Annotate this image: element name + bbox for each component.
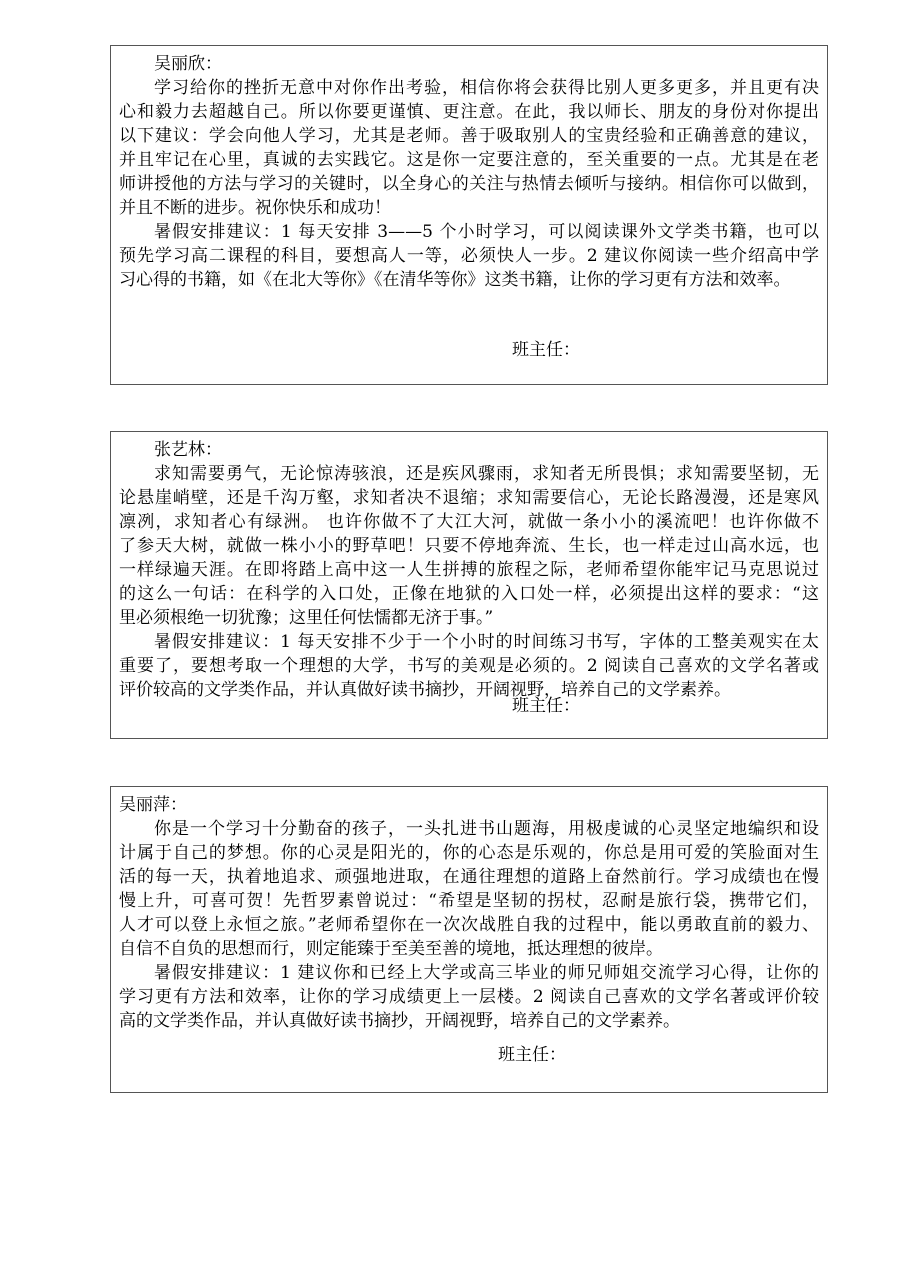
comment-box — [110, 786, 828, 1093]
student-name: 吴丽萍： — [119, 795, 187, 815]
text-line: 暑假安排建议：1 建议你和已经上大学或高三毕业的师兄师姐交流学习心得，让你的 — [154, 963, 819, 983]
text-line: 学习更有方法和效率，让你的学习成绩更上一层楼。2 阅读自己喜欢的文学名著或评价较 — [119, 987, 819, 1007]
text-line: 活的每一天，执着地追求、顽强地进取，在通往理想的道路上奋然前行。学习成绩也在慢 — [119, 867, 819, 887]
comment-box — [110, 45, 828, 385]
teacher-signature-label: 班主任： — [498, 1045, 566, 1065]
text-line: 了参天大树，就做一株小小的野草吧！只要不停地奔流、生长，也一样走过山高水远，也 — [119, 536, 819, 556]
teacher-signature-label: 班主任： — [512, 696, 580, 716]
text-line: 的这么一句话：在科学的入口处，正像在地狱的入口处一样，必须提出这样的要求：“这 — [119, 584, 819, 604]
text-line: 并且不断的进步。祝你快乐和成功！ — [119, 198, 391, 218]
summer-plan-paragraph — [119, 961, 819, 1033]
comment-paragraph — [119, 817, 819, 961]
text-line: 一样绿遍天涯。在即将踏上高中这一人生拼搏的旅程之际，老师希望你能牢记马克思说过 — [119, 560, 819, 580]
text-line: 暑假安排建议：1 每天安排 3——5 个小时学习，可以阅读课外文学类书籍，也可以 — [154, 222, 819, 242]
text-line: 计属于自己的梦想。你的心灵是阳光的，你的心态是乐观的，你总是用可爱的笑脸面对生 — [119, 843, 819, 863]
comment-paragraph — [119, 76, 819, 220]
summer-plan-paragraph — [119, 630, 819, 702]
text-line: 心和毅力去超越自己。所以你要更谨慎、更注意。在此，我以师长、朋友的身份对你提出 — [119, 102, 819, 122]
text-line: 里必须根绝一切犹豫；这里任何怯懦都无济于事。” — [119, 608, 494, 628]
summer-plan-paragraph — [119, 220, 819, 292]
text-line: 重要了，要想考取一个理想的大学，书写的美观是必须的。2 阅读自己喜欢的文学名著或 — [119, 656, 819, 676]
text-line: 高的文学类作品，并认真做好读书摘抄，开阔视野，培养自己的文学素养。 — [119, 1011, 680, 1031]
text-line: 求知需要勇气，无论惊涛骇浪，还是疾风骤雨，求知者无所畏惧；求知需要坚韧，无 — [154, 464, 819, 484]
text-line: 你是一个学习十分勤奋的孩子，一头扎进书山题海，用极虔诚的心灵坚定地编织和设 — [154, 819, 819, 839]
student-name: 张艺林： — [154, 440, 222, 460]
text-line: 论悬崖峭壁，还是千沟万壑，求知者决不退缩；求知需要信心，无论长路漫漫，还是寒风 — [119, 488, 819, 508]
text-line: 自信不自负的思想而行，则定能臻于至美至善的境地，抵达理想的彼岸。 — [119, 939, 663, 959]
text-line: 评价较高的文学类作品，并认真做好读书摘抄，开阔视野，培养自己的文学素养。 — [119, 680, 731, 700]
text-line: 凛冽，求知者心有绿洲。 也许你做不了大江大河，就做一条小小的溪流吧！也许你做不 — [119, 512, 819, 532]
student-name: 吴丽欣： — [154, 54, 222, 74]
comment-paragraph — [119, 462, 819, 630]
text-line: 预先学习高二课程的科目，要想高人一等，必须快人一步。2 建议你阅读一些介绍高中学 — [119, 246, 819, 266]
text-line: 慢上升，可喜可贺！先哲罗素曾说过：“希望是坚韧的拐杖，忍耐是旅行袋，携带它们， — [119, 891, 819, 911]
text-line: 习心得的书籍，如《在北大等你》《在清华等你》这类书籍，让你的学习更有方法和效率。 — [119, 270, 791, 290]
text-line: 以下建议：学会向他人学习，尤其是老师。善于吸取别人的宝贵经验和正确善意的建议， — [119, 126, 819, 146]
text-line: 学习给你的挫折无意中对你作出考验，相信你将会获得比别人更多更多，并且更有决 — [154, 78, 819, 98]
comment-box — [110, 431, 828, 739]
text-line: 并且牢记在心里，真诚的去实践它。这是你一定要注意的，至关重要的一点。尤其是在老 — [119, 150, 819, 170]
text-line: 暑假安排建议：1 每天安排不少于一个小时的时间练习书写，字体的工整美观实在太 — [154, 632, 819, 652]
teacher-signature-label: 班主任： — [512, 340, 580, 360]
text-line: 师讲授他的方法与学习的关键时，以全身心的关注与热情去倾听与接纳。相信你可以做到， — [119, 174, 819, 194]
text-line: 人才可以登上永恒之旅。”老师希望你在一次次战胜自我的过程中，能以勇敢直前的毅力、 — [119, 915, 819, 935]
